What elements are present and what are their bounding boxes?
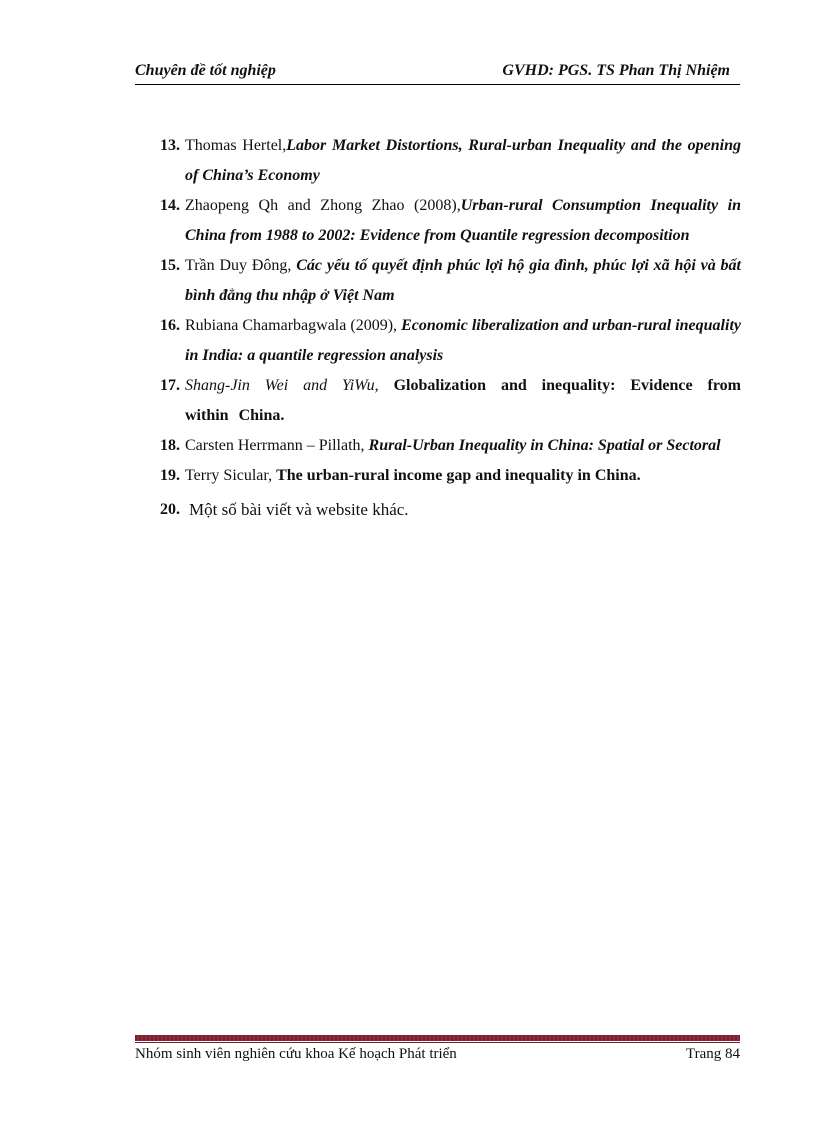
reference-item [160, 371, 741, 431]
reference-number: 20. [160, 501, 180, 518]
page-header [135, 60, 740, 85]
reference-author: Zhaopeng Qh and Zhong Zhao (2008), [185, 197, 461, 214]
reference-number: 19. [160, 467, 180, 484]
reference-author: Rubiana Chamarbagwala (2009), [185, 317, 402, 334]
reference-item [160, 251, 741, 311]
reference-list [160, 131, 741, 526]
reference-number: 17. [160, 377, 180, 394]
reference-author: Terry Sicular, [185, 467, 277, 484]
reference-text: Một số bài viết và website khác. [189, 500, 409, 519]
reference-title: The urban-rural income gap and inequality in China. [276, 467, 641, 484]
reference-number: 14. [160, 197, 180, 214]
reference-number: 18. [160, 437, 180, 454]
footer-group-name: Nhóm sinh viên nghiên cứu khoa Kế hoạch Phát triển [135, 1046, 457, 1062]
reference-item [160, 191, 741, 251]
reference-number: 16. [160, 317, 180, 334]
reference-item [160, 495, 741, 526]
reference-number: 13. [160, 137, 180, 154]
reference-author: Carsten Herrmann – Pillath, [185, 437, 369, 454]
reference-title: Globalization and inequality: Evidence from within China. [185, 377, 741, 424]
reference-author: Shang-Jin Wei and YiWu, [185, 377, 394, 394]
reference-title: Labor Market Distortions, Rural-urban Inequality and the opening of China’s Economy [185, 137, 741, 184]
reference-author: Thomas Hertel, [185, 137, 287, 154]
reference-item [160, 131, 741, 191]
reference-item [160, 311, 741, 371]
reference-item [160, 431, 741, 461]
footer-divider [135, 1035, 740, 1041]
header-title: Chuyên đề tốt nghiệp [135, 62, 276, 79]
reference-title: Rural-Urban Inequality in China: Spatial or Sectoral [368, 437, 721, 454]
page-number: Trang 84 [685, 1046, 740, 1062]
reference-title: Economic liberalization and urban-rural inequality in India: a quantile regression analysis [185, 317, 741, 364]
reference-item [160, 461, 741, 491]
header-advisor: GVHD: PGS. TS Phan Thị Nhiệm [502, 62, 730, 79]
reference-title: Các yếu tố quyết định phúc lợi hộ gia đình, phúc lợi xã hội và bất bình đẳng thu nhập ở Việt Nam [185, 257, 741, 304]
reference-author: Trần Duy Đông, [185, 257, 297, 274]
reference-title: Urban-rural Consumption Inequality in China from 1988 to 2002: Evidence from Quantile regression decomposition [185, 197, 742, 244]
footer-thin-line [135, 1042, 740, 1043]
reference-number: 15. [160, 257, 180, 274]
